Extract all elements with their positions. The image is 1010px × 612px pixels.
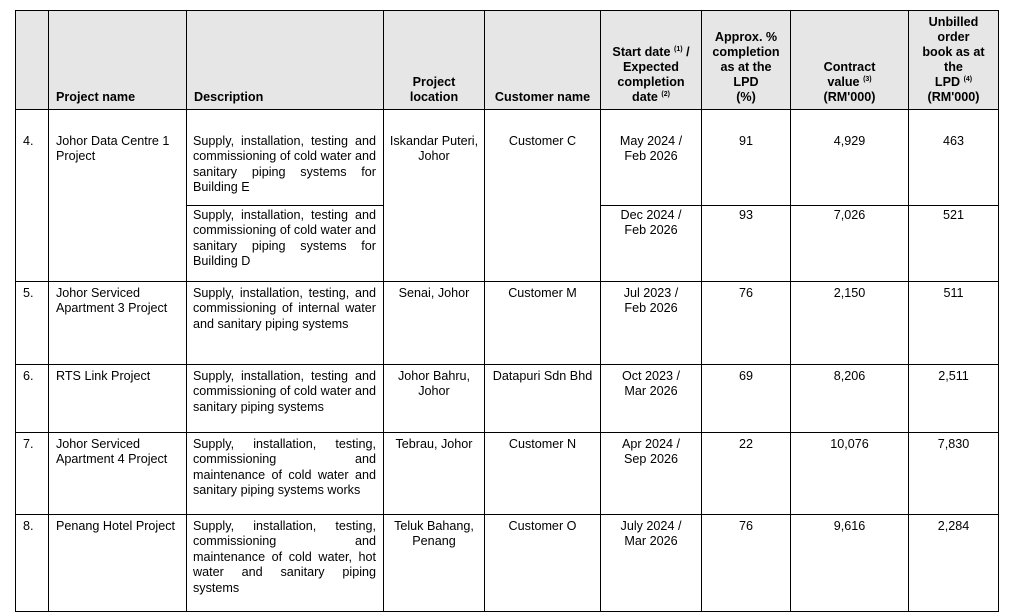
unbilled-order-book: 7,830 <box>909 433 999 515</box>
table-row <box>16 110 999 206</box>
contract-value: 2,150 <box>791 282 909 365</box>
completion-percent: 69 <box>702 365 791 433</box>
project-location: Johor Bahru, Johor <box>384 365 485 433</box>
header-project-location: Project location <box>384 11 485 110</box>
header-no <box>16 11 49 110</box>
completion-percent: 22 <box>702 433 791 515</box>
project-dates: July 2024 / Mar 2026 <box>601 515 702 612</box>
header-project-name: Project name <box>49 11 187 110</box>
header-description: Description <box>187 11 384 110</box>
table-header-row <box>16 11 999 110</box>
project-location: Tebrau, Johor <box>384 433 485 515</box>
customer-name: Customer N <box>485 433 601 515</box>
project-name: RTS Link Project <box>49 365 187 433</box>
header-completion: Approx. % completion as at the LPD (%) <box>702 11 791 110</box>
completion-percent: 91 <box>702 110 791 206</box>
header-contract-value: Contract value $^{(3)}$ (RM'000) <box>791 11 909 110</box>
project-description: Supply, installation, testing, commissioning and maintenance of cold water and sanitary piping systems works <box>187 433 384 515</box>
contract-value: 8,206 <box>791 365 909 433</box>
project-dates: Dec 2024 / Feb 2026 <box>601 206 702 282</box>
contract-value: 7,026 <box>791 206 909 282</box>
header-start-date: Start date $^{(1)}$ / Expected completion date $^{(2)}$ <box>601 11 702 110</box>
unbilled-order-book: 511 <box>909 282 999 365</box>
completion-percent: 93 <box>702 206 791 282</box>
row-number: 6. <box>16 365 49 433</box>
project-location: Senai, Johor <box>384 282 485 365</box>
table-row <box>16 282 999 365</box>
header-customer-name: Customer name <box>485 11 601 110</box>
table-row <box>16 365 999 433</box>
project-name: Johor Serviced Apartment 3 Project <box>49 282 187 365</box>
project-dates: Apr 2024 / Sep 2026 <box>601 433 702 515</box>
customer-name: Customer C <box>485 110 601 282</box>
unbilled-order-book: 2,284 <box>909 515 999 612</box>
customer-name: Customer O <box>485 515 601 612</box>
unbilled-order-book: 463 <box>909 110 999 206</box>
project-name: Penang Hotel Project <box>49 515 187 612</box>
row-number: 7. <box>16 433 49 515</box>
row-number: 4. <box>16 110 49 282</box>
project-description: Supply, installation, testing, commissioning and maintenance of cold water, hot water and sanitary piping systems <box>187 515 384 612</box>
project-dates: Oct 2023 / Mar 2026 <box>601 365 702 433</box>
project-description: Supply, installation, testing and commissioning of cold water and sanitary piping systems for Building D <box>187 206 384 282</box>
project-description: Supply, installation, testing, and commissioning of internal water and sanitary piping systems <box>187 282 384 365</box>
row-number: 8. <box>16 515 49 612</box>
unbilled-order-book: 2,511 <box>909 365 999 433</box>
project-location: Iskandar Puteri, Johor <box>384 110 485 282</box>
customer-name: Datapuri Sdn Bhd <box>485 365 601 433</box>
project-description: Supply, installation, testing and commissioning of cold water and sanitary piping systems <box>187 365 384 433</box>
unbilled-order-book: 521 <box>909 206 999 282</box>
completion-percent: 76 <box>702 282 791 365</box>
table-row <box>16 433 999 515</box>
project-dates: May 2024 / Feb 2026 <box>601 110 702 206</box>
project-name: Johor Serviced Apartment 4 Project <box>49 433 187 515</box>
project-description: Supply, installation, testing and commissioning of cold water and sanitary piping systems for Building E <box>187 110 384 206</box>
contract-value: 4,929 <box>791 110 909 206</box>
header-unbilled-order-book: Unbilled order book as at the LPD $^{(4)}$ (RM'000) <box>909 11 999 110</box>
project-location: Teluk Bahang, Penang <box>384 515 485 612</box>
project-dates: Jul 2023 / Feb 2026 <box>601 282 702 365</box>
project-name: Johor Data Centre 1 Project <box>49 110 187 282</box>
table-row <box>16 515 999 612</box>
completion-percent: 76 <box>702 515 791 612</box>
contract-value: 9,616 <box>791 515 909 612</box>
projects-table <box>15 10 999 612</box>
contract-value: 10,076 <box>791 433 909 515</box>
customer-name: Customer M <box>485 282 601 365</box>
row-number: 5. <box>16 282 49 365</box>
